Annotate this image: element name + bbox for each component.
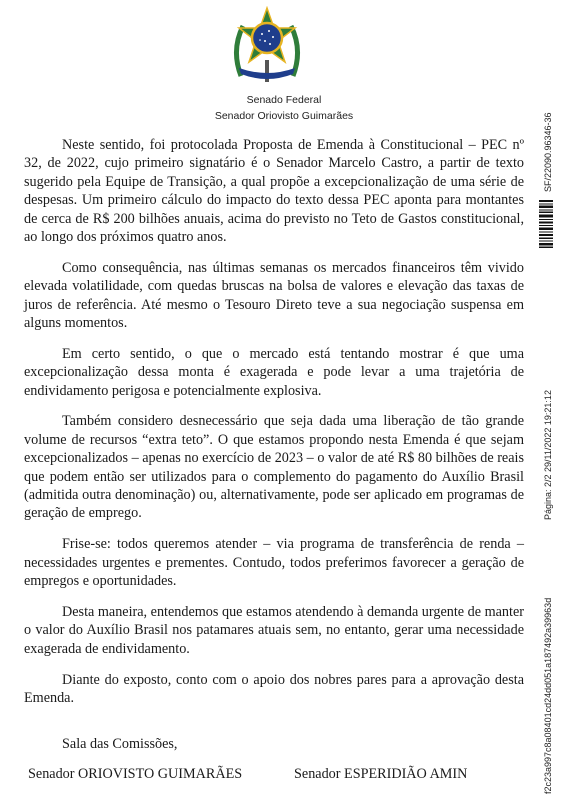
header-senator: Senador Oriovisto Guimarães: [214, 110, 354, 122]
document-hash: f2c23a997c8a08401cd24dd051a187492a39963d: [543, 597, 553, 794]
closing-line: Sala das Comissões,: [62, 736, 178, 753]
signature-oriovisto: Senador ORIOVISTO GUIMARÃES: [28, 766, 243, 782]
paragraph: Desta maneira, entendemos que estamos atendendo à demanda urgente de manter o valor do Auxílio Brasil nos patamares atuais sem, no entanto, gerar uma necessidade exagerada de endividamento.: [24, 603, 524, 657]
header-institution: Senado Federal: [246, 94, 322, 106]
document-code: SF/22090.96346-36: [543, 112, 553, 192]
document-body: [24, 136, 524, 766]
paragraph: Como consequência, nas últimas semanas os mercados financeiros têm vivido elevada volatilidade, com quedas bruscas na bolsa de valores e elevação das taxas de juros de referência. Até mesmo o Tesouro Direto teve a sua negociação suspensa em alguns momentos.: [24, 259, 524, 332]
barcode: [539, 200, 553, 248]
page-info: Página: 2/2 29/11/2022 19:21:12: [543, 390, 553, 520]
paragraph: Neste sentido, foi protocolada Proposta de Emenda à Constitucional – PEC nº 32, de 2022, cujo primeiro signatário é o Senador Marcelo Castro, a partir de texto sugerido pela Equipe de Transição, a qual propõe a excepcionalização de uma série de despesas. Um primeiro cálculo do impacto do texto dessa PEC aponta para montantes de cerca de R$ 200 bilhões anuais, acima do previsto no Teto de Gastos constitucional, ao longo dos próximos quatro anos.: [24, 137, 524, 246]
paragraph: Em certo sentido, o que o mercado está tentando mostrar é que uma excepcionalização dessa monta é exagerada e pode levar a uma trajetória de endividamento perigosa e potencialmente explosiva.: [24, 345, 524, 399]
paragraph: Frise-se: todos queremos atender – via programa de transferência de renda – necessidades urgentes e prementes. Contudo, todos preferimos favorecer a geração de empregos e oportunidades.: [24, 536, 524, 590]
brazil-coat-of-arms-emblem: [229, 6, 305, 84]
paragraph: Diante do exposto, conto com o apoio dos nobres pares para a aprovação desta Emenda.: [24, 671, 524, 706]
signature-esperidiao: Senador ESPERIDIÃO AMIN: [294, 766, 468, 782]
paragraph: Também considero desnecessário que seja dada uma liberação de tão grande volume de recursos “extra teto”. O que estamos propondo nesta Emenda é que sejam excepcionalizados – apenas no exercício de 2023 – o valor de até R$ 80 bilhões de reais que podem então ser utilizados para o complemento do pagamento do Auxílio Brasil (admitida outra denominação) ou, alternativamente, pode ser aplicado em programas de geração de emprego.: [24, 413, 524, 522]
